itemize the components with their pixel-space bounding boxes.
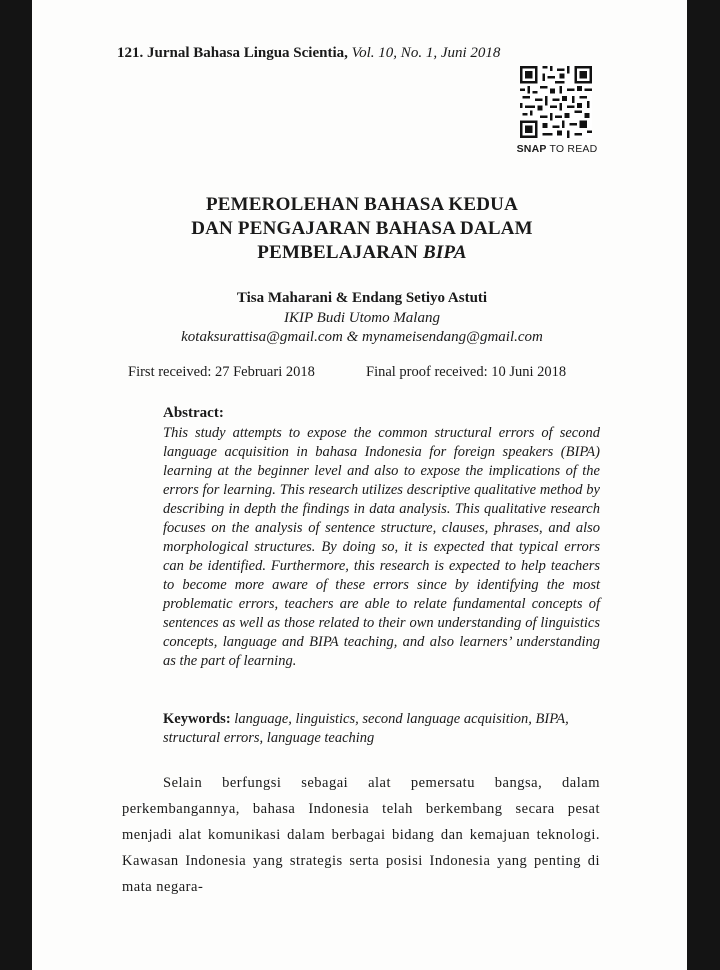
paper-title: [122, 193, 602, 265]
page-number: 121: [117, 45, 140, 61]
author-names: Tisa Maharani & Endang Setiyo Astuti: [236, 290, 488, 306]
title-line-1: PEMEROLEHAN BAHASA KEDUA: [205, 194, 518, 215]
author-emails: kotaksurattisa@gmail.com & mynameisendang@gmail.com: [181, 329, 543, 345]
author-affiliation: IKIP Budi Utomo Malang: [284, 310, 440, 326]
final-proof-date: Final proof received: 10 Juni 2018: [366, 364, 567, 380]
body-text: [122, 770, 600, 900]
qr-code-icon[interactable]: [520, 66, 592, 138]
paper-page: [32, 0, 687, 970]
running-header: 121. Jurnal Bahasa Lingua Scientia, Vol. 10, No. 1, Juni 2018: [117, 45, 501, 61]
body-paragraph: Selain berfungsi sebagai alat pemersatu bangsa, dalam perkembangannya, bahasa Indonesia telah berkembang secara pesat menjadi alat komunikasi dalam berbagai bidang dan kemajuan teknologi. Kawasan Indonesia yang strategis serta posisi Indonesia yang penting di mata negara-: [122, 775, 600, 895]
first-received-date: First received: 27 Februari 2018: [128, 364, 315, 380]
journal-name: Jurnal Bahasa Lingua Scientia,: [147, 45, 348, 61]
journal-issue: Vol. 10, No. 1, Juni 2018: [351, 45, 501, 61]
snap-to-read-label: SNAP TO READ: [516, 143, 598, 155]
keywords-text: language, linguistics, second language acquisition, BIPA, structural errors, language teaching: [163, 711, 569, 746]
title-line-3: PEMBELAJARAN BIPA: [257, 242, 467, 263]
abstract-heading: Abstract:: [163, 405, 224, 421]
keywords-label: Keywords:: [163, 711, 231, 727]
keywords: [163, 710, 603, 748]
abstract-text: This study attempts to expose the common structural errors of second language acquisition in bahasa Indonesia for foreign speakers (BIPA) learning at the beginner level and also to expose the implications of the errors for learning. This research utilizes descriptive qualitative method by describing in depth the findings in data analysis. This qualitative research focuses on the analysis of sentence structure, clauses, phrases, and also morphological structures. By doing so, it is expected that typical errors can be identified. Furthermore, this research is expected to help teachers to become more aware of these errors since by identifying the most problematic errors, teachers are able to relate fundamental concepts of sentences as well as those related to their own understanding of linguistics concepts, language and BIPA teaching, and also learners’ understanding as the part of learning.: [163, 425, 600, 669]
title-line-2: DAN PENGAJARAN BAHASA DALAM: [191, 218, 533, 239]
